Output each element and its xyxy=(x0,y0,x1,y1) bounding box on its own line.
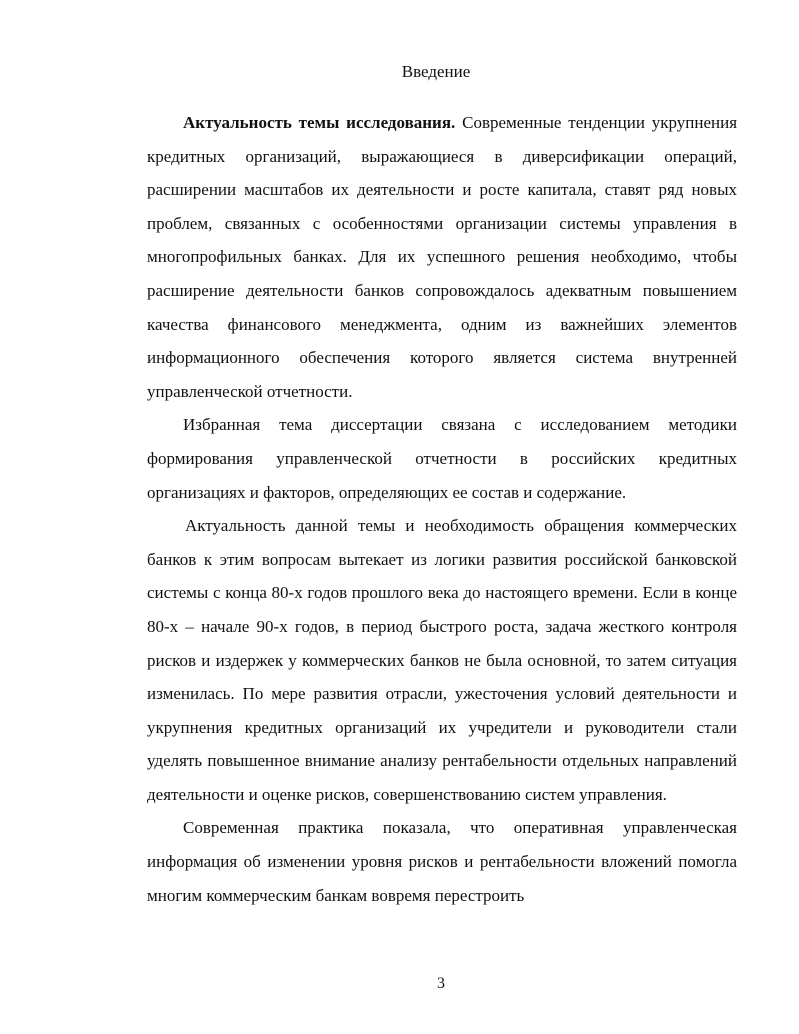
page-heading: Введение xyxy=(401,62,471,81)
paragraph-topic: Избранная тема диссертации связана с исследованием методики формирования управленческой отчетности в российских кредитных организациях и факторов, определяющих ее состав и содержание. xyxy=(147,415,737,502)
paragraph-practice: Современная практика показала, что оперативная управленческая информация об изменении уровня рисков и рентабельности вложений помогла многим коммерческим банкам вовремя перестроить xyxy=(147,818,737,905)
paragraph-relevance xyxy=(147,106,737,408)
paragraph-history: Актуальность данной темы и необходимость обращения коммерческих банков к этим вопросам вытекает из логики развития российской банковской системы с конца 80-х годов прошлого века до настоящего времени. Если в конце 80-х – начале 90-х годов, в период быстрого роста, задача жесткого контроля рисков и издержек у коммерческих банков не была основной, то затем ситуация изменилась. По мере развития отрасли, ужесточения условий деятельности и укрупнения кредитных организаций их учредители и руководители стали уделять повышенное внимание анализу рентабельности отдельных направлений деятельности и оценке рисков, совершенствованию систем управления. xyxy=(147,516,737,804)
page-number: 3 xyxy=(437,975,445,992)
body-text xyxy=(147,106,737,912)
paragraph-lead-bold: Актуальность темы исследования. xyxy=(183,113,456,132)
paragraph-text: Современные тенденции укрупнения кредитных организаций, выражающиеся в диверсификации операций, расширении масштабов их деятельности и росте капитала, ставят ряд новых проблем, связанных с особенностями организации системы управления в многопрофильных банках. Для их успешного решения необходимо, чтобы расширение деятельности банков сопровождалось адекватным повышением качества финансового менеджмента, одним из важнейших элементов информационного обеспечения которого является система внутренней управленческой отчетности. xyxy=(147,113,738,401)
